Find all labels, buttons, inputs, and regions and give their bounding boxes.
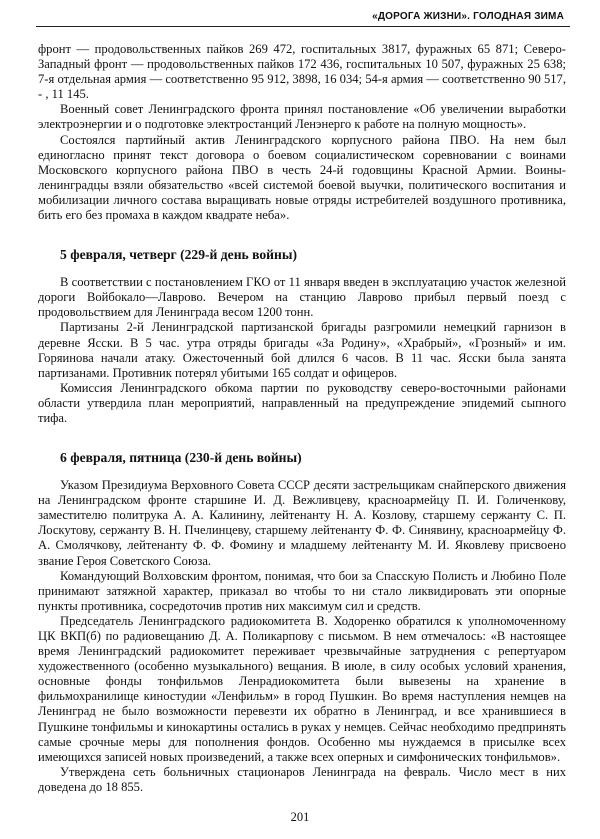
paragraph: фронт — продовольственных пайков 269 472, госпитальных 3817, фуражных 65 871; Северо-Западный фронт — продовольственных пайков 172 436, госпитальных 10 507, фуражных 25 638; 7-я отдельная армия — соответственно 95 912, 3898, 16 034; 54-я армия — соответственно 90 517, - , 11 145.	[38, 42, 566, 102]
paragraph: Военный совет Ленинградского фронта принял постановление «Об увеличении выработки электроэнергии и о подготовке электростанций Ленэнерго к работе на полную мощность».	[38, 102, 566, 132]
paragraph: Утверждена сеть больничных стационаров Ленинграда на февраль. Число мест в них доведена до 18 855.	[38, 764, 566, 794]
paragraph: Командующий Волховским фронтом, понимая, что бои за Спасскую Полисть и Любино Поле принимают затяжной характер, приказал во чтобы то ни стало ликвидировать эти опорные пункты противника, сосредоточив против них максимум сил и средств.	[38, 568, 566, 613]
running-head: «ДОРОГА ЖИЗНИ». ГОЛОДНАЯ ЗИМА	[372, 11, 564, 22]
header-rule	[36, 26, 570, 27]
paragraph: Председатель Ленинградского радиокомитета В. Ходоренко обратился к уполномоченному ЦК ВКП(б) по радиовещанию Д. А. Поликарпову с письмом. В нем отмечалось: «В настоящее время Ленинградский радиокомитет переживает чрезвычайные затруднения с репертуаром художественного (особенно музыкального) вещания. В июле, в силу особых условий хранения, основные фонды тонфильмов Ленрадиокомитета были вывезены на хранение в фильмохранилище киностудии «Ленфильм» в город Пушкин. Во время наступления немцев на Ленинград не было возможности перевезти их обратно в Ленинград, и все хранившиеся в Пушкине тонфильмы и кинокартины остались в руках у немцев. Сейчас необходимо предпринять самые срочные меры для пополнения фондов. Особенно мы нуждаемся в присылке всех имеющихся записей новых произведений, а также всех оперных и симфонических тонфильмов».	[38, 613, 566, 764]
page-number: 201	[290, 810, 310, 824]
paragraph: Состоялся партийный актив Ленинградского корпусного района ПВО. На нем был единогласно принят текст договора о боевом социалистическом соревновании с воинами Московского корпусного района ПВО в честь 24-й годовщины Красной Армии. Воины-ленинградцы взяли обязательство «всей системой боевой выучки, политического воспитания и мобилизации личного состава выращивать новые отряды истребителей воздушного противника, бить его без промаха в каждом квадрате неба».	[38, 132, 566, 223]
page-body	[38, 42, 566, 795]
paragraph: Указом Президиума Верховного Совета СССР десяти застрельщикам снайперского движения на Ленинградском фронте старшине И. Д. Вежливцеву, красноармейцу П. И. Голиченкову, заместителю политрука А. А. Калинину, лейтенанту Н. А. Козлову, старшему сержанту С. П. Лоскутову, сержанту В. Н. Пчелинцеву, старшему лейтенанту Ф. Ф. Синявину, красноармейцу Ф. А. Смолячкову, лейтенанту Ф. Ф. Фомину и младшему лейтенанту М. И. Яковлеву присвоено звание Героя Советского Союза.	[38, 478, 566, 568]
section-heading-feb-5: 5 февраля, четверг (229-й день войны)	[60, 247, 297, 263]
paragraph: Комиссия Ленинградского обкома партии по руководству северо-восточными районами области утвердила план мероприятий, направленный на предупреждение эпидемий сыпного тифа.	[38, 380, 566, 425]
paragraph: Партизаны 2-й Ленинградской партизанской бригады разгромили немецкий гарнизон в деревне Ясски. В 5 час. утра отряды бригады «За Родину», «Храбрый», «Грозный» и им. Горяинова начали атаку. Ожесточенный бой длился 6 часов. В 11 час. Ясски была занята партизанами. Противник потерял убитыми 165 солдат и офицеров.	[38, 320, 566, 380]
paragraph: В соответствии с постановлением ГКО от 11 января введен в эксплуатацию участок железной дороги Войбокало—Лаврово. Вечером на станцию Лаврово прибыл первый поезд с продовольствием для Ленинграда весом 1200 тонн.	[38, 275, 566, 320]
section-heading-feb-6: 6 февраля, пятница (230-й день войны)	[60, 450, 302, 466]
